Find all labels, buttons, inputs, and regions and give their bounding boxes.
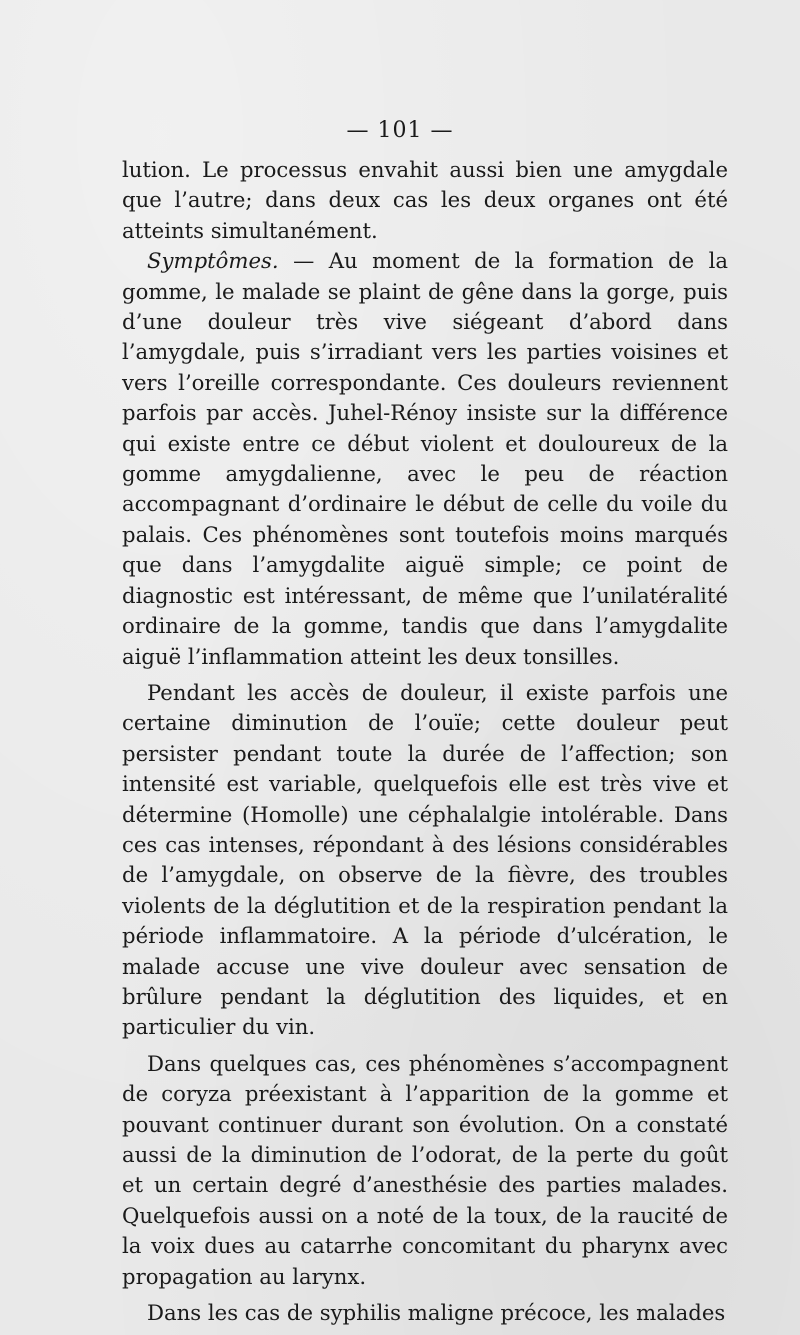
body-text [122, 155, 728, 1328]
paragraph [122, 246, 728, 672]
paragraph: Pendant les accès de douleur, il existe parfois une certaine diminution de l’ouïe; cette douleur peut persister pendant toute la durée de l’affection; son intensité est variable, quelquefois elle est très vive et détermine (Homolle) une céphalalgie intolérable. Dans ces cas intenses, répondant à des lésions considérables de l’amygdale, on observe de la fièvre, des troubles violents de la déglutition et de la respiration pendant la période inflammatoire. A la période d’ulcération, le malade accuse une vive douleur avec sensation de brûlure pendant la déglutition des liquides, et en particulier du vin. [122, 679, 728, 1040]
section-heading: Symptômes. [147, 248, 279, 274]
page-number: — 101 — [346, 118, 454, 143]
paragraph-text: — Au moment de la formation de la gomme, le malade se plaint de gêne dans la gorge, puis d’une douleur très vive siégeant d’abord dans l’amygdale, puis s’irradiant vers les parties voisines et vers l’oreille correspondante. Ces douleurs reviennent parfois par accès. Juhel-Rénoy insiste sur la différence qui existe entre ce début violent et douloureux de la gomme amygdalienne, avec le peu de réaction accompagnant d’ordinaire le début de celle du voile du palais. Ces phénomènes sont toutefois moins marqués que dans l’amygdalite aiguë simple; ce point de diagnostic est intéressant, de même que l’unilatéralité ordinaire de la gomme, tandis que dans l’amygdalite aiguë l’inflammation atteint les deux tonsilles. [122, 248, 728, 669]
paragraph: Dans les cas de syphilis maligne précoce, les malades [147, 1300, 726, 1326]
paragraph: lution. Le processus envahit aussi bien une amygdale que l’autre; dans deux cas les deux organes ont été atteints simultanément. [122, 157, 728, 243]
paragraph: Dans quelques cas, ces phénomènes s’accompagnent de coryza préexistant à l’apparition de la gomme et pouvant continuer durant son évolution. On a constaté aussi de la diminution de l’odorat, de la perte du goût et un certain degré d’anesthésie des parties malades. Quelquefois aussi on a noté de la toux, de la raucité de la voix dues au catarrhe concomitant du pharynx avec propagation au larynx. [122, 1050, 728, 1289]
